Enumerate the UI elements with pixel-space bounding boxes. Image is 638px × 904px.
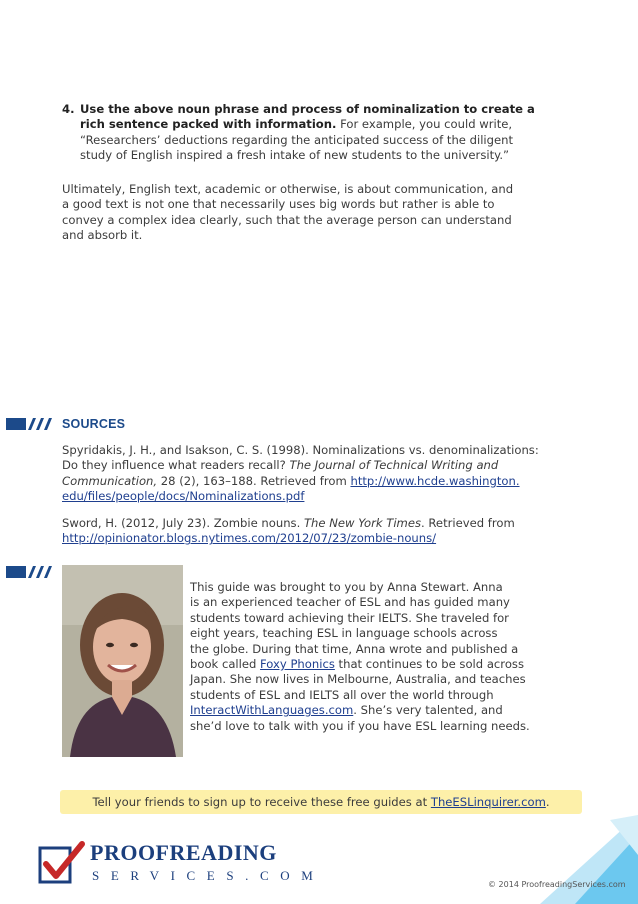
bio-line: Japan. She now lives in Melbourne, Australia, and teaches [190,672,526,687]
proofreading-services-logo [36,836,325,890]
slashes-decoration-guest [6,566,56,578]
logo-subtext: SERVICES.COM [92,868,325,883]
bio-line: she’d love to talk with you if you have ESL learning needs. [190,718,530,733]
ref1-link-cont[interactable]: edu/files/people/docs/Nominalizations.pdf [62,489,305,504]
bio-line: the globe. During that time, Anna wrote and published a [190,641,519,656]
ref1-journal-title-cont: Communication, [62,473,158,488]
slashes-decoration-sources [6,418,56,430]
bio-line: is an experienced teacher of ESL and has guided many [190,595,510,610]
bio-line: eight years, teaching ESL in language schools across [190,626,498,641]
item-rest-line2: For example, you could write, [336,117,513,132]
checkbox-check-icon [36,840,88,888]
closing-line4: and absorb it. [62,228,143,243]
reference-2 [62,516,572,547]
copyright-text: © 2014 ProofreadingServices.com [488,880,626,889]
bio-line6-post: that continues to be sold across [334,657,524,672]
reference-1 [62,443,572,505]
bio-line: students of ESL and IELTS all over the world through [190,687,494,702]
cta-text: Tell your friends to sign up to receive these free guides at [92,795,431,809]
closing-line3: convey a complex idea clearly, such that the average person can understand [62,212,512,227]
cta-link[interactable]: TheESLinquirer.com [430,795,546,809]
logo-wordmark: PROOFREADING [90,840,277,865]
ref1-line2-text: Do they influence what readers recall? [62,458,290,473]
author-bio [190,580,575,734]
ref1-line3-text: 28 (2), 163–188. Retrieved from [157,473,351,488]
item-4-text [80,102,560,164]
item-bold-line1: Use the above noun phrase and process of nominalization to create a [80,102,535,116]
ref2-newspaper-title: The New York Times [303,516,422,530]
item-line3: “Researchers’ deductions regarding the anticipated success of the diligent [80,132,514,147]
bio-line: students toward achieving their IELTS. She traveled for [190,610,509,625]
cta-banner [60,790,582,814]
cta-end: . [545,795,550,809]
ref2-line1-text: Sword, H. (2012, July 23). Zombie nouns. [62,516,304,530]
author-photo [62,565,183,757]
item-bold-line2: rich sentence packed with information. [80,117,337,132]
ref2-line1-end: . Retrieved from [421,516,515,530]
closing-paragraph [62,182,560,244]
item-number: 4. [62,102,75,116]
bio-line6-pre: book called [190,657,261,672]
bio-line9-post: . She’s very talented, and [353,703,503,718]
closing-line2: a good text is not one that necessarily uses big words but rather is able to [62,197,495,212]
sources-heading: SOURCES [62,417,126,431]
closing-line1: Ultimately, English text, academic or otherwise, is about communication, and [62,182,514,196]
ref2-link[interactable]: http://opinionator.blogs.nytimes.com/2012/07/23/zombie-nouns/ [62,531,437,546]
corner-decoration [520,815,638,904]
ref1-journal-title: The Journal of Technical Writing and [289,458,499,473]
foxy-phonics-link[interactable]: Foxy Phonics [260,657,335,672]
ref1-link[interactable]: http://www.hcde.washington. [350,473,520,488]
bio-line: This guide was brought to you by Anna Stewart. Anna [190,580,503,594]
ref1-line1: Spyridakis, J. H., and Isakson, C. S. (1998). Nominalizations vs. denominalizations: [62,443,539,457]
item-line4: study of English inspired a fresh intake of new students to the university.” [80,148,510,163]
interact-with-languages-link[interactable]: InteractWithLanguages.com [190,703,354,718]
